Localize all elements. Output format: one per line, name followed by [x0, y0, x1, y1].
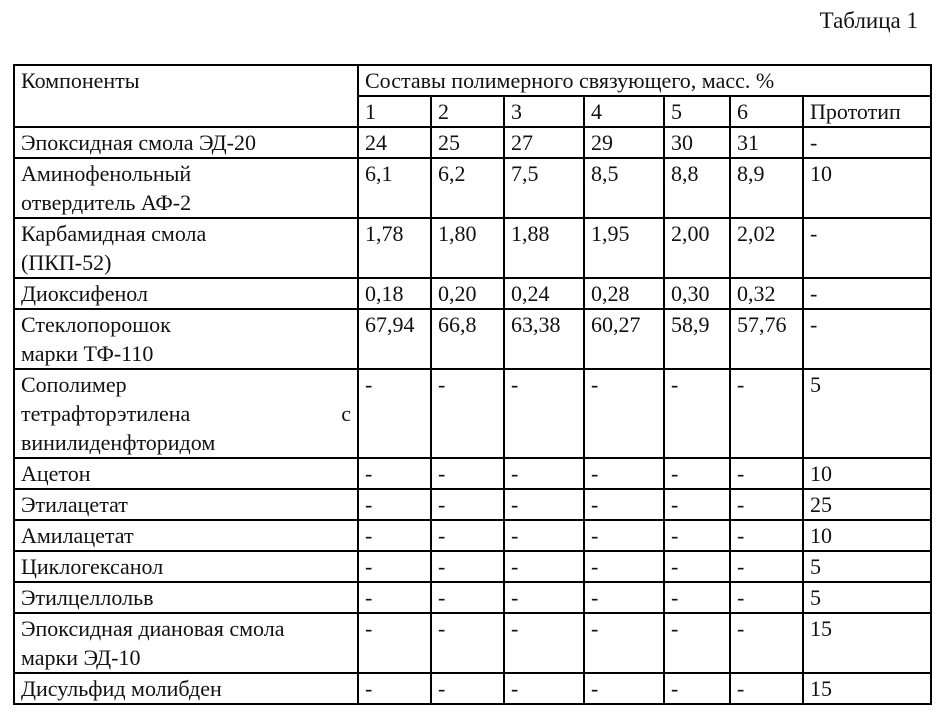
value-cell: -	[358, 551, 431, 582]
value-cell: -	[358, 520, 431, 551]
value-cell: 0,18	[358, 278, 431, 309]
header-row	[14, 65, 931, 96]
component-name-line: Сополимер	[21, 372, 127, 397]
value-cell: 6,2	[431, 158, 504, 218]
value-cell: 1,80	[431, 218, 504, 278]
value-cell: -	[584, 613, 664, 673]
component-name-line: Эпоксидная диановая смола	[21, 616, 285, 641]
value-cell: 8,5	[584, 158, 664, 218]
value-cell: -	[730, 369, 803, 458]
component-name-cell	[14, 309, 358, 369]
value-cell: 2,00	[664, 218, 730, 278]
column-header: 6	[730, 96, 803, 127]
component-name-line: Этилацетат	[21, 492, 128, 517]
table-row	[14, 489, 931, 520]
component-name-line: Ацетон	[21, 461, 91, 486]
value-cell: 67,94	[358, 309, 431, 369]
header-components: Компоненты	[14, 65, 358, 127]
component-name-line: (ПКП-52)	[21, 250, 112, 275]
value-cell: -	[504, 551, 584, 582]
component-name-line: Диоксифенол	[21, 281, 148, 306]
value-cell: 66,8	[431, 309, 504, 369]
value-cell: 0,30	[664, 278, 730, 309]
component-name-cell	[14, 613, 358, 673]
value-cell: -	[584, 520, 664, 551]
value-cell: -	[803, 278, 931, 309]
value-cell: -	[730, 520, 803, 551]
value-cell: 25	[431, 127, 504, 158]
value-cell: -	[584, 582, 664, 613]
value-cell: -	[358, 582, 431, 613]
value-cell: 2,02	[730, 218, 803, 278]
value-cell: 8,8	[664, 158, 730, 218]
value-cell: -	[504, 520, 584, 551]
value-cell: 0,32	[730, 278, 803, 309]
component-name-cell	[14, 673, 358, 704]
table-row	[14, 582, 931, 613]
value-cell: -	[803, 309, 931, 369]
value-cell: 25	[803, 489, 931, 520]
table-row	[14, 158, 931, 218]
value-cell: 58,9	[664, 309, 730, 369]
value-cell: -	[431, 458, 504, 489]
value-cell: -	[431, 489, 504, 520]
component-name-cell	[14, 489, 358, 520]
component-name-line: отвердитель АФ-2	[21, 190, 192, 215]
value-cell: -	[431, 369, 504, 458]
value-cell: -	[504, 369, 584, 458]
component-name-cell	[14, 158, 358, 218]
value-cell: -	[504, 673, 584, 704]
value-cell: -	[584, 369, 664, 458]
value-cell: -	[431, 551, 504, 582]
component-name-line: марки ТФ-110	[21, 341, 154, 366]
table-row	[14, 127, 931, 158]
value-cell: 1,88	[504, 218, 584, 278]
component-name-cell	[14, 520, 358, 551]
component-name-line: Этилцеллольв	[21, 585, 154, 610]
value-cell: -	[730, 613, 803, 673]
value-cell: -	[584, 489, 664, 520]
value-cell: 6,1	[358, 158, 431, 218]
value-cell: -	[664, 551, 730, 582]
component-name-cell	[14, 551, 358, 582]
table-row	[14, 309, 931, 369]
value-cell: 15	[803, 673, 931, 704]
value-cell: 27	[504, 127, 584, 158]
table-row	[14, 218, 931, 278]
composition-table	[13, 64, 932, 705]
value-cell: 10	[803, 520, 931, 551]
value-cell: -	[504, 458, 584, 489]
value-cell: 5	[803, 582, 931, 613]
table-row	[14, 369, 931, 458]
value-cell: 10	[803, 458, 931, 489]
component-name-cell	[14, 278, 358, 309]
component-name-line: Циклогексанол	[21, 554, 164, 579]
column-header: 5	[664, 96, 730, 127]
value-cell: -	[664, 458, 730, 489]
value-cell: -	[664, 369, 730, 458]
value-cell: -	[431, 613, 504, 673]
component-name-cell	[14, 458, 358, 489]
value-cell: -	[803, 218, 931, 278]
value-cell: -	[584, 551, 664, 582]
table-row	[14, 613, 931, 673]
component-name-cell	[14, 582, 358, 613]
value-cell: 8,9	[730, 158, 803, 218]
component-name-line: Карбамидная смола	[21, 221, 207, 246]
value-cell: -	[584, 458, 664, 489]
header-group-title: Составы полимерного связующего, масс. %	[358, 65, 931, 96]
value-cell: 0,20	[431, 278, 504, 309]
value-cell: -	[730, 458, 803, 489]
value-cell: -	[358, 369, 431, 458]
value-cell: -	[730, 673, 803, 704]
component-name-cell	[14, 218, 358, 278]
component-name-line: Аминофенольный	[21, 161, 192, 186]
value-cell: 57,76	[730, 309, 803, 369]
component-name-line: Стеклопорошок	[21, 312, 171, 337]
component-name-line: винилиденфторидом	[21, 430, 216, 455]
value-cell: -	[504, 489, 584, 520]
value-cell: -	[664, 673, 730, 704]
value-cell: -	[730, 551, 803, 582]
component-name-line: марки ЭД-10	[21, 645, 141, 670]
value-cell: -	[431, 582, 504, 613]
component-name-line: Эпоксидная смола ЭД-20	[21, 130, 256, 155]
column-header: Прототип	[803, 96, 931, 127]
value-cell: 29	[584, 127, 664, 158]
column-header: 4	[584, 96, 664, 127]
component-name-cell	[14, 369, 358, 458]
value-cell: -	[431, 673, 504, 704]
value-cell: 0,24	[504, 278, 584, 309]
component-name-cell	[14, 127, 358, 158]
component-name-line: Дисульфид молибден	[21, 676, 222, 701]
value-cell: -	[358, 458, 431, 489]
value-cell: 1,95	[584, 218, 664, 278]
value-cell: 31	[730, 127, 803, 158]
value-cell: -	[730, 489, 803, 520]
value-cell: 7,5	[504, 158, 584, 218]
value-cell: -	[504, 582, 584, 613]
value-cell: 60,27	[584, 309, 664, 369]
value-cell: -	[803, 127, 931, 158]
value-cell: 10	[803, 158, 931, 218]
value-cell: -	[584, 673, 664, 704]
table-row	[14, 278, 931, 309]
value-cell: -	[664, 582, 730, 613]
value-cell: -	[730, 582, 803, 613]
value-cell: 30	[664, 127, 730, 158]
value-cell: -	[504, 613, 584, 673]
value-cell: 24	[358, 127, 431, 158]
value-cell: -	[358, 613, 431, 673]
value-cell: -	[358, 673, 431, 704]
value-cell: 63,38	[504, 309, 584, 369]
value-cell: -	[358, 489, 431, 520]
component-name-line: тетрафторэтилена с	[21, 401, 351, 426]
value-cell: 5	[803, 369, 931, 458]
table-row	[14, 520, 931, 551]
value-cell: -	[431, 520, 504, 551]
value-cell: 1,78	[358, 218, 431, 278]
column-header: 2	[431, 96, 504, 127]
value-cell: -	[664, 520, 730, 551]
value-cell: 5	[803, 551, 931, 582]
column-header: 1	[358, 96, 431, 127]
value-cell: -	[664, 489, 730, 520]
value-cell: 0,28	[584, 278, 664, 309]
table-row	[14, 458, 931, 489]
component-name-line: Амилацетат	[21, 523, 134, 548]
column-header: 3	[504, 96, 584, 127]
value-cell: -	[664, 613, 730, 673]
table-caption: Таблица 1	[819, 8, 918, 33]
value-cell: 15	[803, 613, 931, 673]
table-row	[14, 551, 931, 582]
table-row	[14, 673, 931, 704]
